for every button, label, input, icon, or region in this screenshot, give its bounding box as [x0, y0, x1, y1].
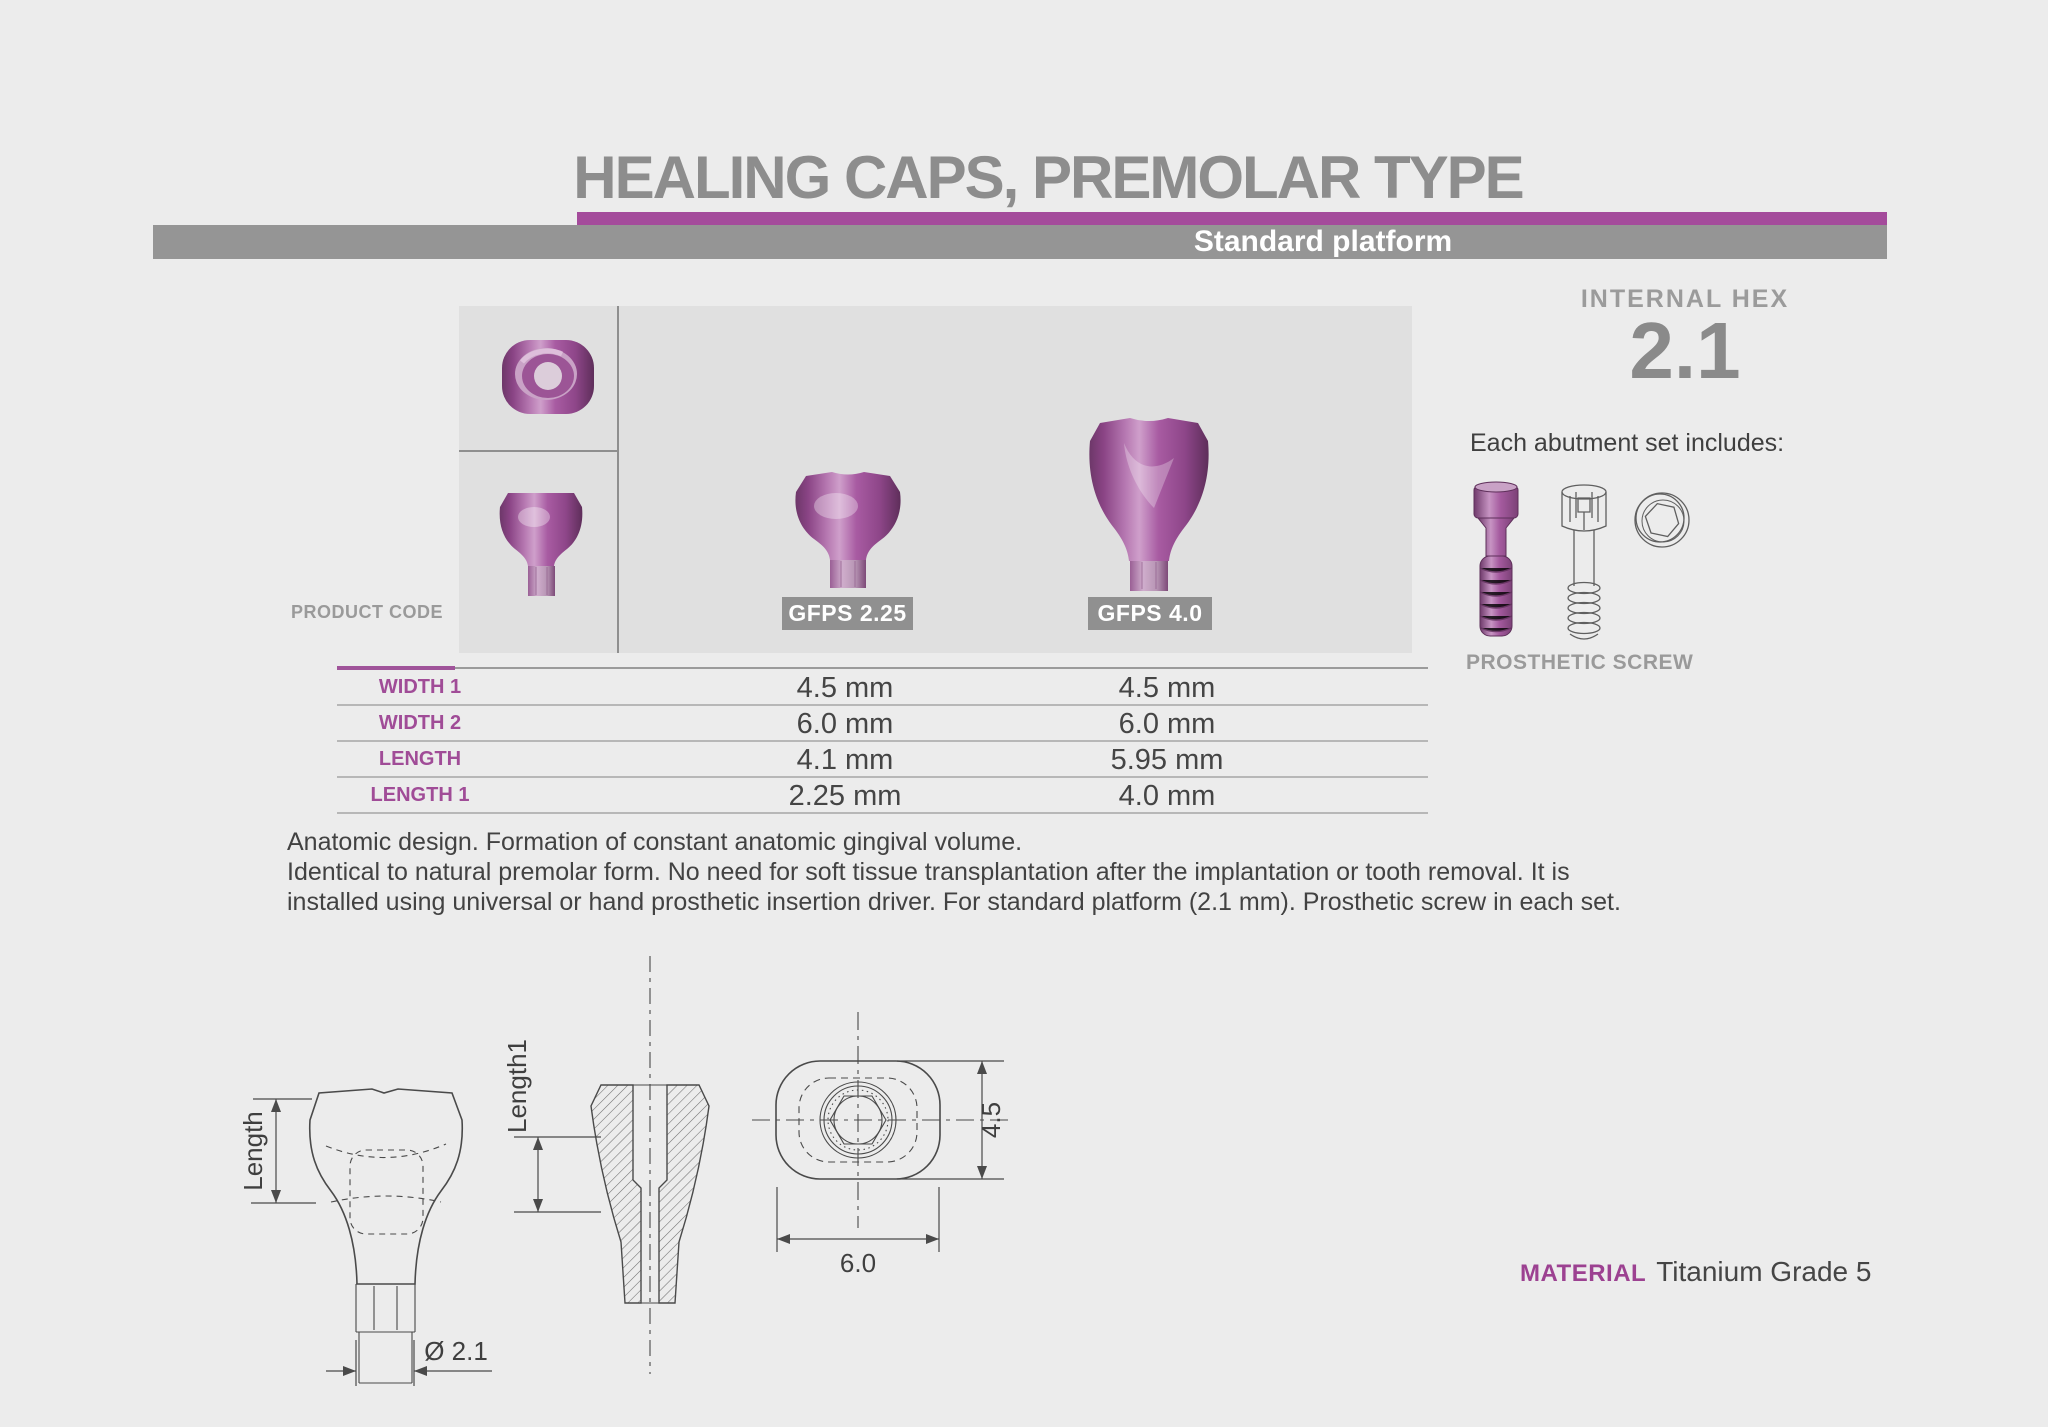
product-panel — [459, 306, 1412, 653]
description-line: installed using universal or hand prosthetic insertion driver. For standard platform (2.1 mm). Prosthetic screw in each set. — [287, 888, 1621, 916]
drawing-section-view — [502, 956, 709, 1374]
material-value: Titanium Grade 5 — [1656, 1256, 1872, 1287]
prosthetic-screw-label: PROSTHETIC SCREW — [1466, 651, 1694, 674]
healing-cap-top-view-image — [500, 336, 596, 418]
abutment-set-includes-label: Each abutment set includes: — [1470, 429, 1785, 457]
product-code-label: PRODUCT CODE — [290, 602, 443, 622]
description-line: Anatomic design. Formation of constant anatomic gingival volume. — [287, 828, 1023, 856]
internal-hex-value: 2.1 — [1629, 306, 1741, 395]
row-value-gfps-2-25: 4.1 mm — [796, 744, 894, 776]
platform-label: Standard platform — [1193, 225, 1453, 258]
accent-bar — [577, 212, 1887, 225]
product-image-gfps-2-25 — [792, 468, 904, 592]
healing-cap-side-view-image — [498, 487, 586, 601]
dim-60-label: 6.0 — [839, 1248, 877, 1278]
table-row — [337, 742, 1428, 778]
row-label: LENGTH 1 — [370, 784, 470, 806]
row-label: WIDTH 2 — [378, 712, 462, 734]
technical-drawings — [230, 950, 1030, 1395]
row-value-gfps-4-0: 5.95 mm — [1110, 744, 1224, 776]
page-title: HEALING CAPS, PREMOLAR TYPE — [573, 144, 1523, 211]
spec-table — [337, 666, 1428, 814]
panel-vertical-divider — [617, 306, 619, 653]
platform-band — [153, 225, 1887, 259]
screw-top-view-icon — [1635, 493, 1689, 547]
row-value-gfps-2-25: 2.25 mm — [788, 780, 902, 812]
product-code-badge-gfps-4-0: GFPS 4.0 — [1088, 597, 1212, 630]
row-label: LENGTH — [378, 748, 462, 770]
product-description — [287, 827, 1621, 917]
internal-hex-label: INTERNAL HEX — [1580, 285, 1790, 313]
material-row — [1520, 1256, 1871, 1288]
row-value-gfps-4-0: 6.0 mm — [1118, 708, 1216, 740]
row-label: WIDTH 1 — [378, 676, 462, 698]
dim-diameter-label: Ø 2.1 — [424, 1336, 488, 1366]
dim-45-label: 4.5 — [976, 1101, 1006, 1139]
row-value-gfps-4-0: 4.0 mm — [1118, 780, 1216, 812]
product-image-gfps-4-0 — [1084, 413, 1214, 593]
material-label: MATERIAL — [1520, 1260, 1647, 1287]
abutment-set-illustration — [1466, 478, 1702, 650]
description-line: Identical to natural premolar form. No need for soft tissue transplantation after the implantation or tooth removal. It is — [287, 858, 1570, 886]
table-row — [337, 778, 1428, 814]
row-value-gfps-2-25: 4.5 mm — [796, 672, 894, 704]
drawing-side-view — [238, 1089, 492, 1386]
table-row — [337, 670, 1428, 706]
prosthetic-screw-icon — [1474, 482, 1518, 636]
row-value-gfps-4-0: 4.5 mm — [1118, 672, 1216, 704]
table-row — [337, 706, 1428, 742]
product-code-badge-gfps-2-25: GFPS 2.25 — [782, 597, 913, 630]
dim-length-label: Length — [238, 1111, 268, 1191]
row-value-gfps-2-25: 6.0 mm — [796, 708, 894, 740]
drawing-top-view — [752, 1012, 1008, 1278]
panel-horizontal-divider — [459, 450, 617, 452]
dim-length1-label: Length1 — [502, 1039, 532, 1133]
screw-outline-icon — [1562, 485, 1606, 639]
